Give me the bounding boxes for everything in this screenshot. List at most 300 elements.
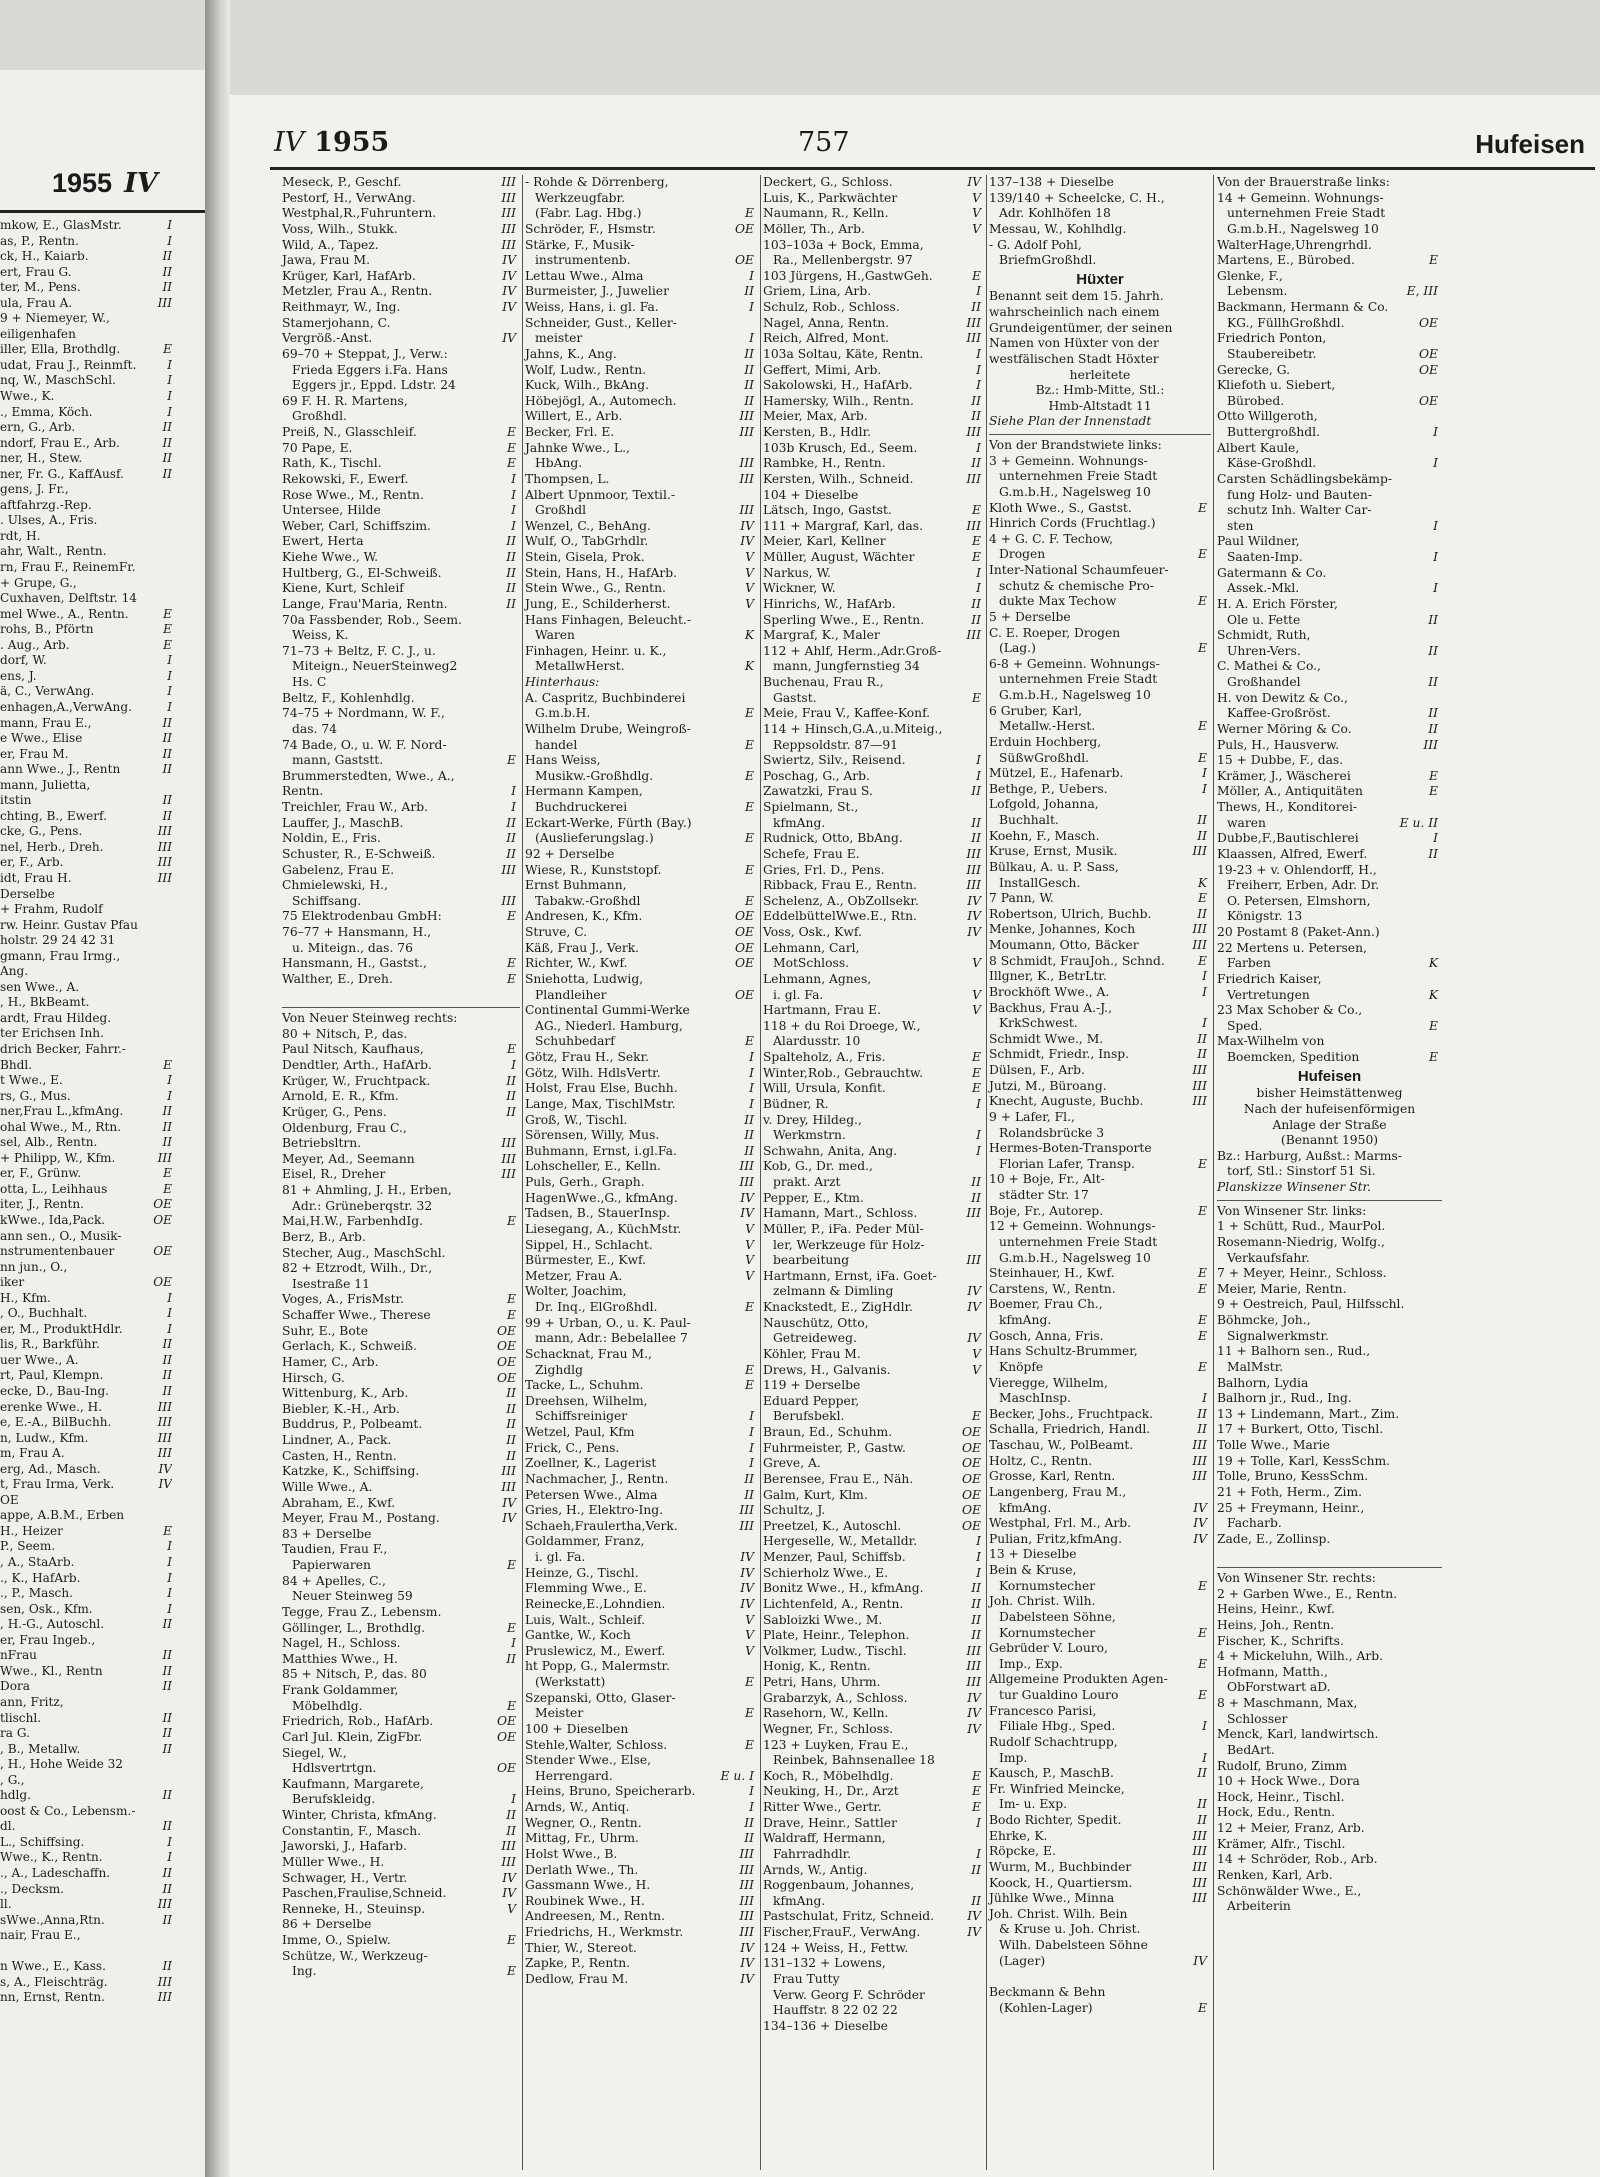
floor-marker: OE (734, 940, 754, 955)
directory-entry (525, 550, 758, 566)
entry-text: Taudien, Frau F., (282, 1542, 388, 1557)
entry-text: Max-Wilhelm von (1217, 1034, 1325, 1049)
entry-text: Lindner, A., Pack. (282, 1433, 392, 1447)
entry-text: - Rohde & Dörrenberg, (525, 175, 669, 189)
directory-entry (1217, 1391, 1442, 1407)
entry-text: Metzler, Frau A., Rentn. (282, 284, 433, 299)
entry-text: kfmAng. (999, 1313, 1052, 1327)
floor-marker: II (971, 784, 981, 799)
entry-text: Lohscheller, E., Kelln. (525, 1159, 661, 1174)
directory-entry (989, 1641, 1211, 1657)
entry-text: Szepanski, Otto, Glaser- (525, 1690, 676, 1705)
directory-entry (525, 363, 758, 379)
directory-entry (763, 1675, 985, 1691)
floor-marker: I (167, 668, 172, 683)
entry-text: Stein Wwe., G., Rentn. (525, 581, 666, 596)
directory-entry (282, 1714, 520, 1730)
entry-text: 23 Max Schober & Co., (1217, 1003, 1363, 1018)
directory-column-1 (282, 175, 520, 1980)
directory-entry (282, 1339, 520, 1355)
directory-entry (282, 909, 520, 925)
directory-entry (1217, 1743, 1442, 1759)
entry-text: Jutzi, M., Büroang. (989, 1078, 1107, 1093)
entry-text: Freiherr, Erben, Adr. Dr. (1227, 878, 1380, 893)
directory-entry (282, 1808, 520, 1824)
entry-text: Dreehsen, Wilhelm, (525, 1393, 648, 1408)
entry-text: erg, Ad., Masch. (0, 1461, 101, 1476)
left-page-entry (0, 1120, 172, 1136)
entry-text: - G. Adolf Pohl, (989, 237, 1082, 252)
directory-entry (525, 1597, 758, 1613)
left-page-entry (0, 1135, 172, 1151)
entry-text: Wolter, Joachim, (525, 1284, 627, 1299)
entry-text: kWwe., Ida,Pack. (0, 1213, 106, 1227)
floor-marker: OE (1418, 362, 1438, 377)
entry-text: Farben (1227, 956, 1271, 971)
left-page-entry (0, 513, 172, 529)
entry-text: Wegner, O., Rentn. (525, 1815, 642, 1830)
entry-text: Metzer, Frau A. (525, 1268, 623, 1283)
entry-text: Rekowski, F., Ewerf. (282, 471, 409, 486)
entry-text: 13 + Dieselbe (989, 1547, 1077, 1562)
entry-text: MaschInsp. (999, 1391, 1071, 1406)
entry-text: Reithmayr, W., Ing. (282, 300, 401, 314)
entry-text: Stein, Gisela, Prok. (525, 550, 645, 564)
directory-entry (282, 1324, 520, 1340)
floor-marker: IV (967, 1909, 981, 1924)
entry-text: Berufskleidg. (292, 1792, 376, 1807)
floor-marker: IV (967, 1690, 981, 1705)
directory-column-5 (1217, 175, 1442, 1915)
directory-entry (1217, 1634, 1442, 1650)
directory-entry (1217, 284, 1442, 300)
left-page-entry (0, 1244, 172, 1260)
entry-text: 92 + Derselbe (525, 846, 615, 861)
left-page-entry (0, 591, 172, 607)
entry-text: Höbejögl, A., Automech. (525, 393, 677, 408)
entry-text: , G., (0, 1772, 25, 1787)
directory-entry (989, 969, 1211, 985)
directory-entry (989, 876, 1211, 892)
left-page-entry (0, 405, 172, 421)
directory-entry (989, 1735, 1211, 1751)
left-page-entry (0, 1151, 172, 1167)
entry-text: Bürmester, E., Kwf. (525, 1253, 647, 1268)
entry-text: 81 + Ahmling, J. H., Erben, (282, 1183, 452, 1197)
directory-entry (1217, 1407, 1442, 1423)
directory-entry (282, 534, 520, 550)
entry-text: Ra., Mellenbergstr. 97 (773, 253, 913, 268)
floor-marker: II (971, 1628, 981, 1643)
floor-marker: III (739, 503, 754, 518)
floor-marker: E (745, 206, 754, 221)
directory-entry (525, 1613, 758, 1629)
left-page-entry (0, 420, 172, 436)
directory-entry (763, 238, 985, 254)
directory-entry (282, 1527, 520, 1543)
entry-text: waren (1227, 815, 1266, 830)
directory-entry (989, 305, 1211, 321)
entry-text: Meier, Marie, Rentn. (1217, 1281, 1347, 1296)
directory-entry (1217, 269, 1442, 285)
left-page-entry (0, 1182, 172, 1198)
floor-marker: V (745, 1221, 754, 1236)
entry-text: Burmeister, J., Juwelier (525, 284, 669, 299)
floor-marker: III (1192, 1438, 1207, 1452)
floor-marker: OE (734, 925, 754, 939)
directory-entry (282, 1386, 520, 1402)
entry-text: 19-23 + v. Ohlendorff, H., (1217, 862, 1377, 877)
entry-text: Illgner, K., BetrLtr. (989, 969, 1107, 984)
directory-entry (282, 1007, 520, 1027)
entry-text: Eckart-Werke, Fürth (Bay.) (525, 815, 692, 830)
entry-text: AG., Niederl. Hamburg, (535, 1018, 683, 1033)
directory-entry (989, 891, 1211, 907)
left-page-entry (0, 824, 172, 840)
directory-entry (989, 751, 1211, 767)
floor-marker: III (1192, 938, 1207, 952)
entry-text: Otto Willgeroth, (1217, 409, 1318, 424)
entry-text: Bein & Kruse, (989, 1563, 1077, 1577)
directory-entry (282, 488, 520, 504)
entry-text: Hauffstr. 8 22 02 22 (773, 2003, 898, 2018)
floor-marker: I (749, 1425, 754, 1439)
entry-text: 69–70 + Steppat, J., Verw.: (282, 346, 448, 361)
entry-text: Imme, O., Spielw. (282, 1933, 391, 1947)
directory-entry (282, 1855, 520, 1871)
left-page-entry (0, 389, 172, 405)
directory-entry (1217, 1501, 1442, 1517)
left-page-entry (0, 902, 172, 918)
left-page-entry (0, 731, 172, 747)
directory-entry (282, 1871, 520, 1887)
entry-text: Hamer, C., Arb. (282, 1354, 379, 1369)
entry-text: 74–75 + Nordmann, W. F., (282, 706, 445, 721)
entry-text: ohal Wwe., M., Rtn. (0, 1119, 121, 1134)
entry-text: iller, Ella, Brothdlg. (0, 342, 121, 357)
floor-marker: II (744, 1831, 754, 1846)
floor-marker: E, III (1406, 284, 1438, 299)
entry-text: Lehmann, Carl, (763, 940, 860, 955)
entry-text: ck, H., Kaiarb. (0, 249, 89, 264)
header-year: 1955 (314, 127, 390, 158)
entry-text: Jaworski, J., Hafarb. (282, 1839, 407, 1854)
entry-text: Zawatzki, Frau S. (763, 784, 873, 799)
directory-entry (1217, 456, 1442, 472)
directory-entry (989, 1266, 1211, 1282)
entry-text: Hs. C (292, 675, 327, 689)
entry-text: schutz & chemische Pro- (999, 578, 1154, 593)
directory-entry (1217, 534, 1442, 550)
directory-entry (525, 441, 758, 457)
entry-text: unternehmen Freie Stadt (1227, 206, 1386, 221)
directory-entry (525, 1456, 758, 1472)
floor-marker: OE (961, 1440, 981, 1455)
floor-marker: V (745, 1643, 754, 1658)
left-page-entry (0, 1011, 172, 1027)
floor-marker: E (745, 1737, 754, 1752)
directory-entry (989, 206, 1211, 222)
entry-text: Treichler, Frau W., Arb. (282, 800, 428, 814)
entry-text: Brummerstedten, Wwe., A., (282, 768, 455, 783)
directory-entry (525, 675, 758, 691)
entry-text: Königstr. 13 (1227, 909, 1303, 924)
floor-marker: IV (1193, 1953, 1207, 1968)
header-part: IV (274, 127, 305, 158)
entry-text: Buttergroßhdl. (1227, 425, 1320, 439)
directory-entry (282, 1183, 520, 1199)
directory-entry (525, 1144, 758, 1160)
directory-entry (763, 1175, 985, 1191)
floor-marker: IV (740, 1596, 754, 1611)
floor-marker: II (162, 1368, 172, 1383)
directory-entry (282, 1589, 520, 1605)
entry-text: & Kruse u. Joh. Christ. (999, 1922, 1141, 1937)
floor-marker: E (745, 1378, 754, 1393)
floor-marker: OE (496, 1370, 516, 1385)
floor-marker: II (162, 466, 172, 481)
floor-marker: II (162, 451, 172, 466)
floor-marker: IV (158, 1461, 172, 1476)
entry-text: Westphal, Frl. M., Arb. (989, 1516, 1132, 1531)
entry-text: Moumann, Otto, Bäcker (989, 938, 1139, 952)
directory-entry (989, 1219, 1211, 1235)
directory-entry (989, 797, 1211, 813)
entry-text: 25 + Freymann, Heinr., (1217, 1500, 1365, 1515)
entry-text: Tolle, Bruno, KessSchm. (1217, 1469, 1369, 1484)
entry-text: nel, Herb., Dreh. (0, 839, 104, 854)
floor-marker: III (1192, 1859, 1207, 1874)
directory-entry (1217, 675, 1442, 691)
directory-entry (1217, 1790, 1442, 1806)
entry-text: Wetzel, Paul, Kfm (525, 1425, 635, 1439)
entry-text: 12 + Meier, Franz, Arb. (1217, 1821, 1365, 1835)
directory-entry (763, 534, 985, 550)
floor-marker: I (749, 1784, 754, 1799)
directory-entry (763, 1722, 985, 1738)
entry-text: Köhler, Frau M. (763, 1346, 861, 1361)
entry-text: Schelenz, A., ObZollsekr. (763, 893, 919, 908)
floor-marker: II (971, 596, 981, 611)
entry-text: Wittenburg, K., Arb. (282, 1386, 409, 1401)
directory-entry (1217, 831, 1442, 847)
entry-text: Preetzel, K., Autoschl. (763, 1518, 902, 1533)
entry-text: Beltz, F., Kohlenhdlg. (282, 690, 415, 705)
floor-marker: E (1429, 1050, 1438, 1064)
floor-marker: III (966, 878, 981, 893)
floor-marker: E (972, 1050, 981, 1064)
directory-entry (1217, 222, 1442, 238)
entry-text: O. Petersen, Elmshorn, (1227, 893, 1371, 908)
entry-text: Eduard Pepper, (763, 1393, 860, 1408)
entry-text: sel, Alb., Rentn. (0, 1135, 98, 1150)
entry-text: Hergeselle, W., Metalldr. (763, 1534, 918, 1549)
floor-marker: I (167, 389, 172, 404)
left-page-entry (0, 265, 172, 281)
floor-marker: IV (502, 1870, 516, 1885)
entry-text: Wegner, Fr., Schloss. (763, 1721, 894, 1736)
directory-entry (525, 1253, 758, 1269)
entry-text: Fuhrmeister, P., Gastw. (763, 1440, 906, 1455)
entry-text: Stamerjohann, C. (282, 315, 391, 330)
floor-marker: V (745, 1237, 754, 1252)
entry-text: A. Caspritz, Buchbinderei (525, 690, 686, 705)
entry-text: Jawa, Frau M. (282, 253, 371, 268)
floor-marker: OE (153, 1244, 172, 1259)
floor-marker: OE (734, 221, 754, 236)
directory-entry (763, 1409, 985, 1425)
directory-entry (282, 597, 520, 613)
directory-entry (525, 1363, 758, 1379)
entry-text: Knackstedt, E., ZigHdlr. (763, 1300, 913, 1314)
directory-entry (282, 1746, 520, 1762)
floor-marker: II (1428, 846, 1438, 861)
directory-entry (525, 1191, 758, 1207)
entry-text: Spielmann, St., (763, 800, 859, 814)
entry-text: Schalla, Friedrich, Handl. (989, 1422, 1151, 1437)
floor-marker: II (971, 456, 981, 471)
left-page-entry (0, 1104, 172, 1120)
directory-entry (989, 594, 1211, 610)
entry-text: Zoellner, K., Lagerist (525, 1456, 657, 1471)
floor-marker: II (744, 1487, 754, 1502)
left-page-entry (0, 1384, 172, 1400)
floor-marker: I (167, 653, 172, 668)
left-page-entry (0, 607, 172, 623)
entry-text: Facharb. (1227, 1516, 1282, 1531)
floor-marker: I (976, 1550, 981, 1564)
directory-entry (1217, 253, 1442, 269)
directory-entry (1217, 1050, 1442, 1066)
street-header: Hufeisen (1475, 129, 1585, 159)
entry-text: Kornumstecher (999, 1578, 1096, 1593)
directory-entry (763, 1566, 985, 1582)
floor-marker: IV (502, 253, 516, 268)
floor-marker: E (1198, 1625, 1207, 1640)
directory-entry (1217, 1712, 1442, 1728)
entry-text: Roubinek Wwe., H. (525, 1893, 645, 1908)
directory-entry (525, 1925, 758, 1941)
floor-marker: II (971, 1893, 981, 1908)
directory-entry (763, 1003, 985, 1019)
directory-entry (763, 1581, 985, 1597)
directory-entry (989, 1672, 1211, 1688)
entry-text: , B., Metallw. (0, 1741, 81, 1756)
floor-marker: E (1429, 1018, 1438, 1033)
directory-entry (763, 831, 985, 847)
entry-text: Constantin, F., Masch. (282, 1823, 422, 1838)
entry-text: G.m.b.H., Nagelsweg 10 (1227, 221, 1379, 236)
floor-marker: II (744, 1128, 754, 1143)
entry-text: Pastschulat, Fritz, Schneid. (763, 1909, 935, 1924)
directory-entry (763, 1863, 985, 1879)
floor-marker: II (1197, 1031, 1207, 1046)
entry-text: Margraf, K., Maler (763, 628, 880, 643)
floor-marker: V (745, 1612, 754, 1627)
directory-entry (525, 863, 758, 879)
entry-text: 17 + Burkert, Otto, Tischl. (1217, 1422, 1384, 1437)
floor-marker: II (506, 596, 516, 611)
entry-text: Klaassen, Alfred, Ewerf. (1217, 846, 1368, 861)
entry-text: t Wwe., E. (0, 1073, 63, 1088)
directory-entry (1217, 1884, 1442, 1900)
entry-text: Möller, Th., Arb. (763, 221, 865, 236)
entry-text: ula, Frau A. (0, 295, 73, 310)
entry-text: mann, Gaststt. (292, 753, 384, 768)
directory-entry (282, 1730, 520, 1746)
entry-text: Friedrich Kaiser, (1217, 971, 1322, 986)
entry-text: Kob, G., Dr. med., (763, 1159, 873, 1174)
directory-entry (763, 753, 985, 769)
directory-entry (282, 1121, 520, 1137)
floor-marker: II (162, 1119, 172, 1134)
directory-entry (525, 1034, 758, 1050)
entry-text: Hirsch, G. (282, 1370, 345, 1385)
entry-text: Gantke, W., Koch (525, 1628, 631, 1643)
entry-text: Gosch, Anna, Fris. (989, 1328, 1104, 1343)
directory-entry (282, 1792, 520, 1808)
floor-marker: II (971, 1862, 981, 1877)
entry-text: Möbelhdlg. (292, 1698, 363, 1713)
floor-marker: I (1202, 1391, 1207, 1406)
entry-text: Betriebsltrn. (282, 1136, 362, 1151)
directory-entry (763, 1753, 985, 1769)
entry-text: 139/140 + Scheelcke, C. H., (989, 190, 1165, 205)
entry-text: Kiehe Wwe., W. (282, 550, 379, 564)
floor-marker: I (167, 1073, 172, 1088)
left-page-entry (0, 1431, 172, 1447)
directory-entry (282, 1105, 520, 1121)
entry-text: Meyer, Frau M., Postang. (282, 1511, 440, 1526)
floor-marker: IV (740, 1550, 754, 1564)
entry-text: , H.-G., Autoschl. (0, 1617, 105, 1632)
directory-entry (282, 894, 520, 910)
floor-marker: K (1428, 956, 1438, 971)
directory-entry (763, 1159, 985, 1175)
entry-text: Hinrichs, W., HafArb. (763, 596, 896, 611)
floor-marker: E (507, 1214, 516, 1229)
directory-entry (763, 1316, 985, 1332)
floor-marker: II (971, 1612, 981, 1627)
entry-text: 11 + Balhorn sen., Rud., (1217, 1344, 1371, 1359)
directory-entry (525, 597, 758, 613)
entry-text: Dülsen, F., Arb. (989, 1063, 1085, 1077)
floor-marker: II (1428, 721, 1438, 736)
entry-text: er, F., Arb. (0, 855, 64, 870)
left-page-entry (0, 622, 172, 638)
entry-text: Joh. Christ. Wilh. (989, 1594, 1096, 1609)
directory-entry (763, 1519, 985, 1535)
floor-marker: III (1192, 1453, 1207, 1468)
directory-entry (1217, 1602, 1442, 1618)
floor-marker: I (976, 440, 981, 455)
directory-entry (763, 519, 985, 535)
floor-marker: II (162, 1648, 172, 1663)
floor-marker: II (162, 793, 172, 808)
directory-entry (989, 175, 1211, 191)
floor-marker: II (506, 1823, 516, 1838)
floor-marker: E (507, 1308, 516, 1322)
left-page-entry (0, 1679, 172, 1695)
entry-text: Martens, E., Bürobed. (1217, 253, 1355, 268)
left-page-entry (0, 1571, 172, 1587)
entry-text: 15 + Dubbe, F., das. (1217, 753, 1344, 768)
entry-text: Ehrke, K. (989, 1828, 1048, 1843)
directory-entry (282, 581, 520, 597)
directory-entry (763, 441, 985, 457)
floor-marker: IV (967, 1331, 981, 1346)
directory-entry (763, 1456, 985, 1472)
